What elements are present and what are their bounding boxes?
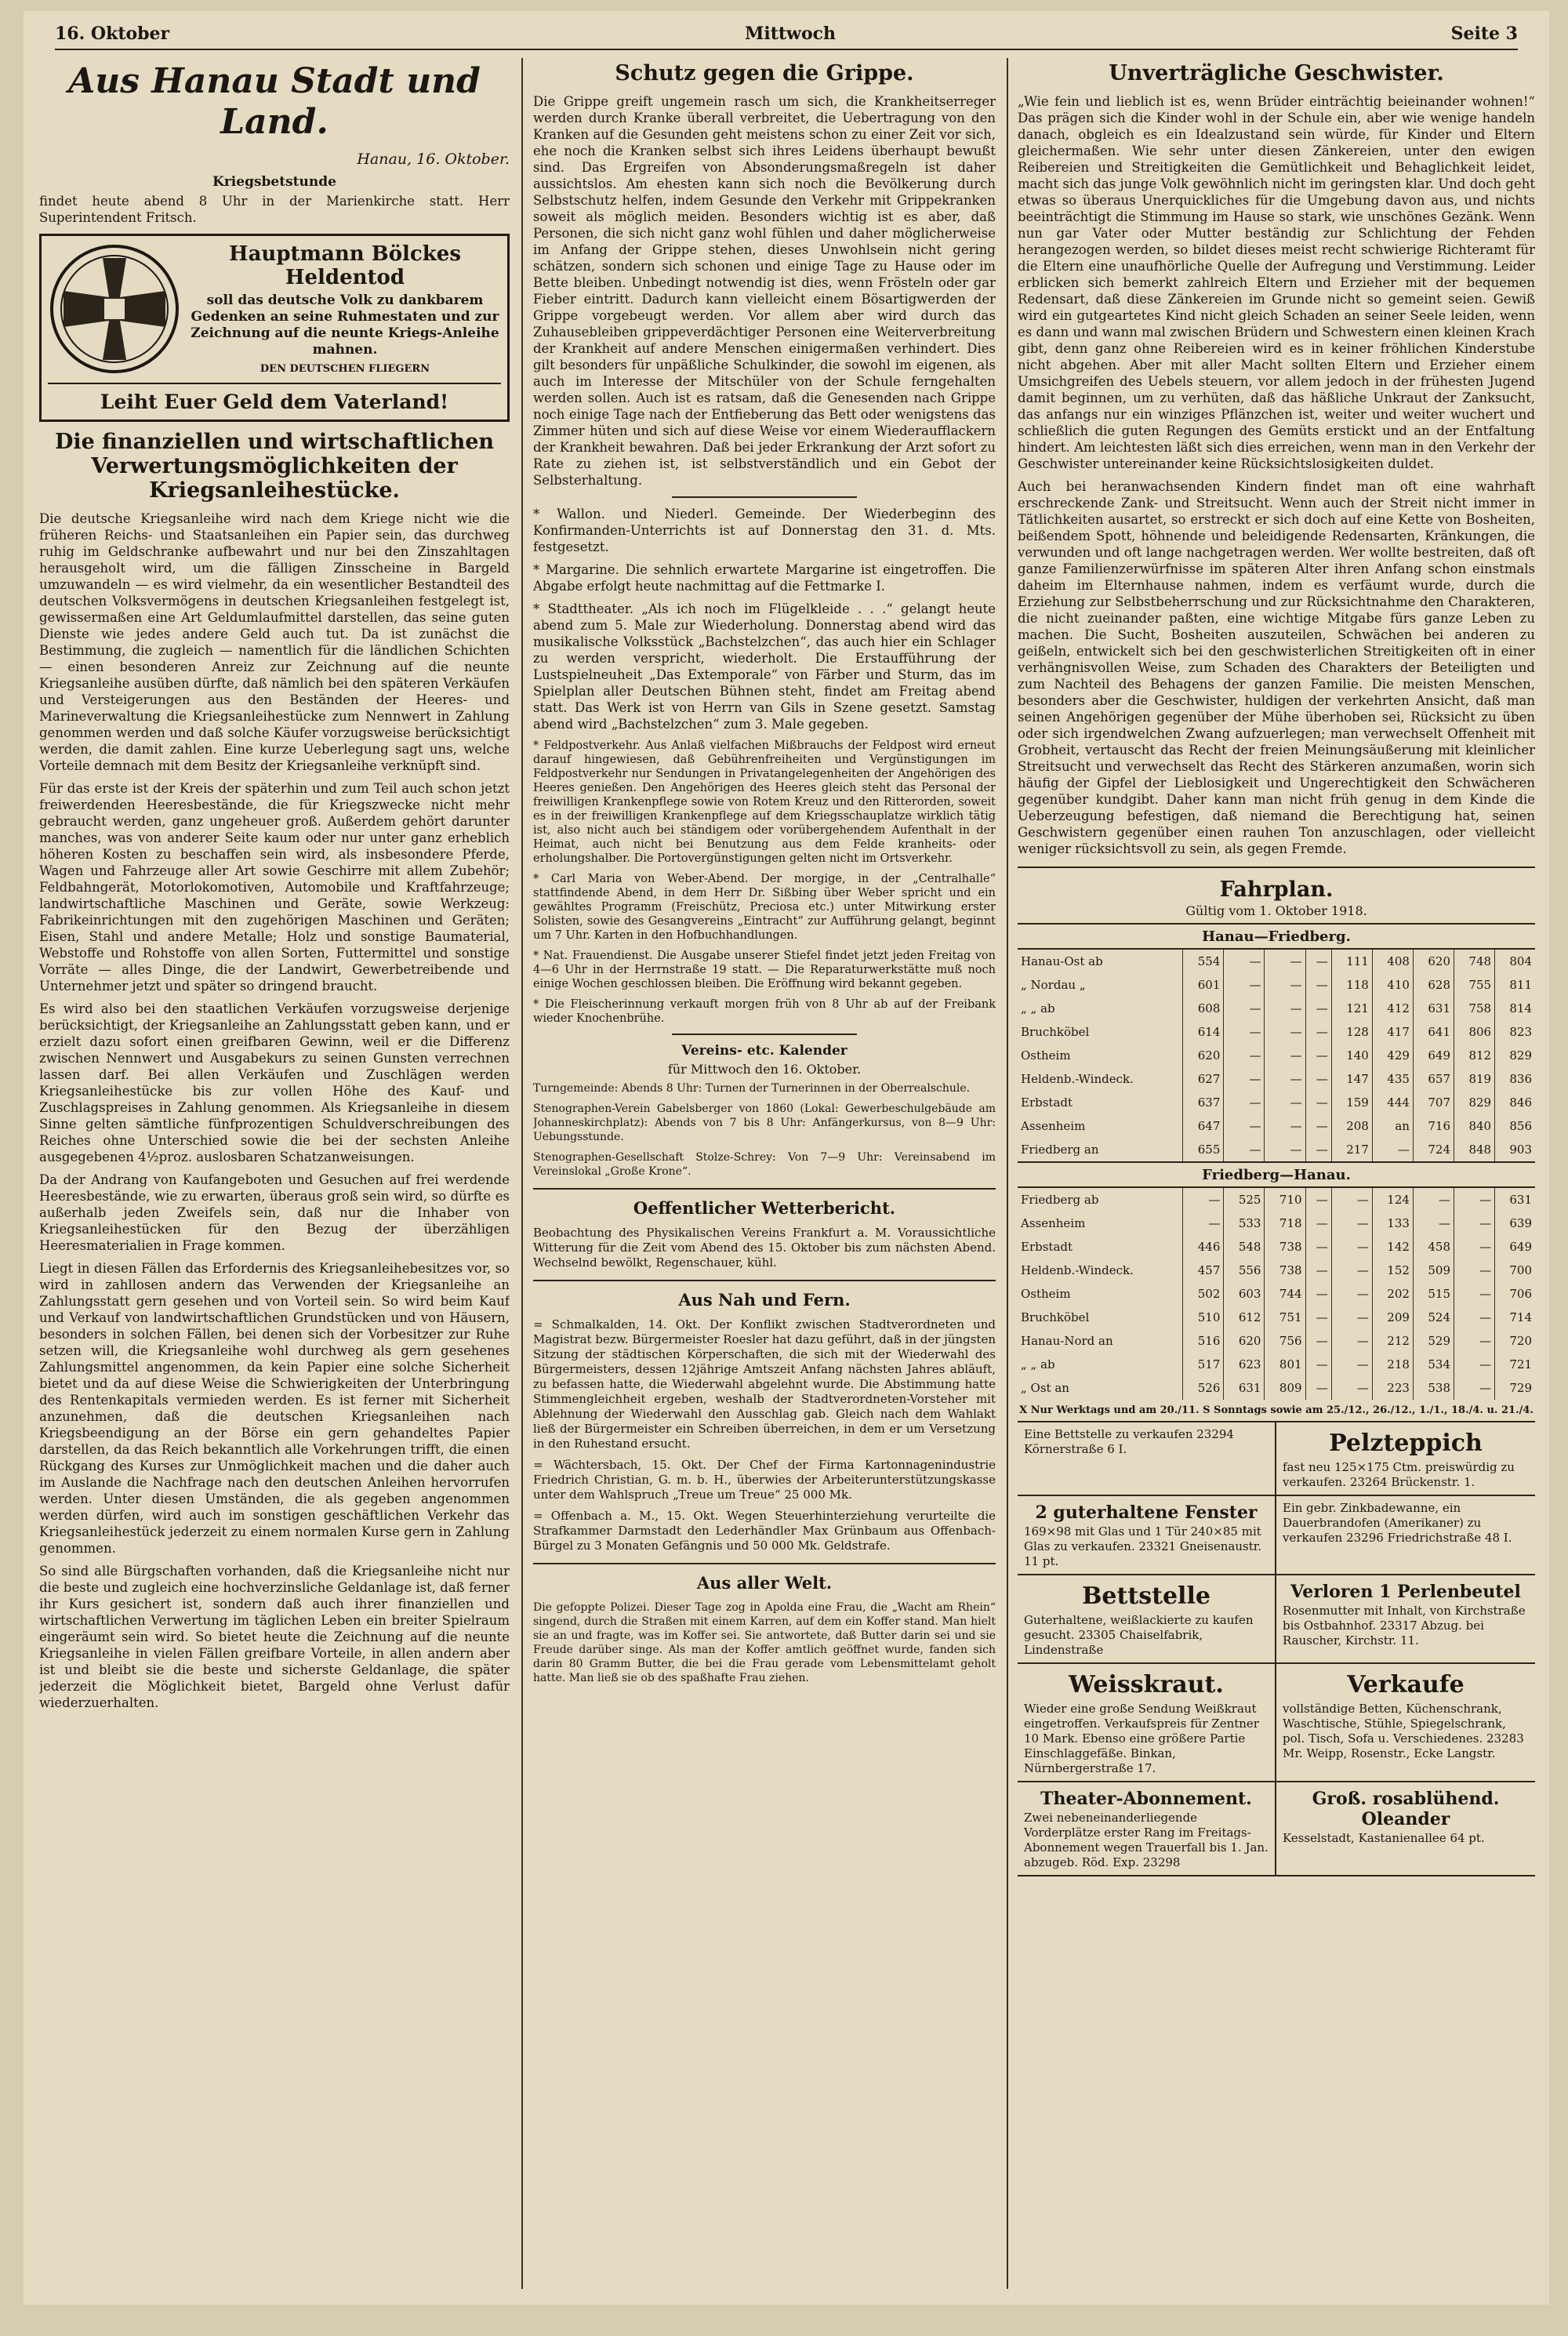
article-title-kriegsanleihe: Die finanziellen und wirtschaftlichen Verwertungsmöglichkeiten der Kriegsanleihestücke.	[54, 430, 495, 503]
advert-title: Hauptmann Bölckes Heldentod	[229, 242, 461, 289]
news-item: = Wächtersbach, 15. Okt. Der Chef der Firma Kartonnagenindustrie Friedrich Christian, G. m. b. H., überwies der Arbeiterunterstützungskasse unter dem Wahlspruch „Treue um Treue“ 25 000 Mk.	[533, 1458, 996, 1502]
ad-text: 169×98 mit Glas und 1 Tür 240×85 mit Glas zu verkaufen. 23321 Gneisenaustr. 11 pt.	[1024, 1524, 1262, 1568]
departure-time: 408	[1372, 949, 1413, 973]
departure-time: —	[1224, 1044, 1265, 1067]
departure-time: 147	[1331, 1067, 1372, 1091]
departure-time: 526	[1183, 1376, 1224, 1400]
departure-time: 121	[1331, 997, 1372, 1020]
kriegsbetstunde-text: findet heute abend 8 Uhr in der Marienkirche statt. Herr Superintendent Fritsch.	[39, 194, 510, 225]
timetable-row	[1018, 1306, 1535, 1329]
station-name: Heldenb.-Windeck.	[1021, 1263, 1134, 1277]
article-paragraph: Liegt in diesen Fällen das Erfordernis des Kriegsanleihebesitzes vor, so wird in zahllosen andern das Verwenden der Kriegsanleihe an Zahlungsstatt gern gesehen und von Vorteil sein. So wird beim Kauf und Verkauf von landwirtschaftlichen Grundstücken und von Häusern, besonders in solchen Fällen, bei denen sich der Vorbesitzer zur Ruhe setzen will, die Kriegsanleihe wohl durchweg als gern gesehenes Zahlungsmittel angenommen, da kein Papier eine solche Sicherheit bietet und da auf diese Weise die Schwierigkeiten der Unterbringung des Rentenkapitals vermieden werden. Es ist ferner mit Sicherheit anzunehmen, daß die deutschen Kriegsanleihen nach Kriegsbeendigung an der Börse ein gern gehandeltes Papier darstellen, da das Reich bekanntlich alle Vorkehrungen trifft, die einen Rückgang des Kurses zur Unmöglichkeit machen und die daher auch im Auslande die Nachfrage nach den deutschen Anleihen hervorrufen werden. Unter diesen Umständen, die als gegeben angenommen werden dürfen, wird auch im sonstigen geschäftlichen Verkehr das Kriegsanleihestück jederzeit zu einem normalen Kurse gern in Zahlung genommen.	[39, 1261, 510, 1556]
station-name: Heldenb.-Windeck.	[1021, 1072, 1134, 1086]
classified-ad	[1018, 1496, 1276, 1575]
timetable	[1018, 923, 1535, 1400]
war-loan-advert	[39, 234, 510, 422]
kriegsbetstunde-heading: Kriegsbetstunde	[212, 174, 336, 190]
ad-title: Bettstelle	[1082, 1582, 1210, 1610]
departure-time: 534	[1413, 1353, 1454, 1376]
local-note: * Nat. Frauendienst. Die Ausgabe unserer Stiefel findet jetzt jeden Freitag von 4—6 Uhr in der Herrnstraße 19 statt. — Die Reparaturwerkstätte muß noch einige Wochen geschlossen bleiben. Die Eröffnung wird bekannt gegeben.	[533, 950, 996, 990]
route-heading: Hanau—Friedberg.	[1018, 924, 1535, 949]
ad-text: Zwei nebeneinanderliegende Vorderplätze erster Rang im Freitags-Abonnement wegen Trauerfall bis 1. Jan. abzugeb. Röd. Exp. 23298	[1024, 1811, 1269, 1869]
ad-text: Eine Bettstelle zu verkaufen 23294 Körnerstraße 6 I.	[1024, 1427, 1234, 1456]
departure-time: 718	[1265, 1212, 1305, 1235]
header-page-number: Seite 3	[1450, 24, 1518, 44]
departure-time: 548	[1224, 1235, 1265, 1259]
departure-time: —	[1305, 1259, 1331, 1282]
station-name: Erbstadt	[1021, 1240, 1073, 1254]
departure-time: 707	[1413, 1091, 1454, 1114]
departure-time: 208	[1331, 1114, 1372, 1138]
departure-time: —	[1331, 1282, 1372, 1306]
header-weekday: Mittwoch	[745, 24, 837, 44]
departure-time: 846	[1495, 1091, 1535, 1114]
advert-slogan: Leiht Euer Geld dem Vaterland!	[48, 383, 501, 413]
departure-time: 458	[1413, 1235, 1454, 1259]
departure-time: —	[1265, 1067, 1305, 1091]
fahrplan-footnote: X Nur Werktags und am 20./11. S Sonntags sowie am 25./12., 26./12., 1./1., 18./4. u. 21./4.	[1019, 1404, 1534, 1416]
departure-time: 758	[1454, 997, 1495, 1020]
timetable-row	[1018, 1091, 1535, 1114]
fahrplan-validity: Gültig vom 1. Oktober 1918.	[1185, 903, 1367, 918]
departure-time: —	[1224, 973, 1265, 997]
divider	[533, 1188, 996, 1190]
departure-time: 212	[1372, 1329, 1413, 1353]
station-name: Hanau-Ost ab	[1021, 954, 1103, 968]
classified-ad	[1018, 1664, 1276, 1782]
ad-title: Weisskraut.	[1069, 1671, 1224, 1698]
station-name: Assenheim	[1021, 1216, 1086, 1230]
departure-time: —	[1331, 1212, 1372, 1235]
article-title-geschwister: Unverträgliche Geschwister.	[1109, 61, 1444, 85]
column-left	[39, 58, 510, 2289]
divider	[672, 496, 857, 498]
departure-time: 529	[1413, 1329, 1454, 1353]
departure-time: —	[1224, 949, 1265, 973]
departure-time: —	[1331, 1329, 1372, 1353]
article-paragraph: Auch bei heranwachsenden Kindern findet man oft eine wahrhaft erschreckende Zank- und Streitsucht. Wenn auch der Streit nicht immer in Tätlichkeiten ausartet, so erstreckt er sich doch auf eine Kette von Bosheiten, beißendem Spott, höhnende und beleidigende Redensarten, Kränkungen, die verwunden und oft lange nachgetragen werden. Wer wollte bestreiten, daß oft ganze Familienzerwürfnisse im späteren Alter ihren Anfang schon einstmals daheim im Elternhause nahmen, indem es verfäumt wurde, durch die Erziehung zur Selbstbeherrschung und zur Rücksichtnahme den Charakteren, die nicht zueinander paßten, eine wichtige Mitgabe fürs ganze Leben zu machen. Die Sucht, Bosheiten auszuteilen, Schwächen bei anderen zu geißeln, entwickelt sich bei den geschwisterlichen Streitigkeiten oft in einer verhängnisvollen Weise, zum Schaden des Charakters der Beteiligten und zum Nachteil des Behagens der ganzen Familie. Die meisten Menschen, besonders aber die Geschwister, huldigen der verkehrten Ansicht, daß man seinen Angehörigen gegenüber der Mühe überhoben sei, Rücksicht zu üben oder sich irgendwelchen Zwang aufzuerlegen; man verwechselt Offenheit mit Grobheit, vertauscht das Recht der freien Meinungsäußerung mit kleinlicher Streitsucht und verwechselt das Recht des Stärkeren anzumaßen, worin sich häufig der Gipfel der Lieblosigkeit und Ungerechtigkeit den Schwächeren gegenüber kundgibt. Daher kann man nicht früh genug in dem Kinde die Ueberzeugung befestigen, daß niemand die Berechtigung hat, seinen Geschwistern gegenüber einen rauhen Ton anzuschlagen, oder vielleicht weniger rücksichtsvoll zu sein, als gegen Fremde.	[1018, 479, 1535, 856]
departure-time: —	[1331, 1306, 1372, 1329]
station-name: Bruchköbel	[1021, 1025, 1090, 1039]
departure-time: 811	[1495, 973, 1535, 997]
header-date: 16. Oktober	[55, 24, 170, 44]
classified-ad	[1018, 1575, 1276, 1664]
nah-fern-title: Aus Nah und Fern.	[678, 1290, 851, 1310]
departure-time: 614	[1183, 1020, 1224, 1044]
local-note: * Stadttheater. „Als ich noch im Flügelkleide . . .“ gelangt heute abend zum 5. Male zur Wiederholung. Donnerstag abend wird das musikalische Volksstück „Bachstelzchen“, das auch hier ein Schlager zu werden verspricht, wiederholt. Die Erstaufführung der Lustspielneuheit „Das Extemporale“ von Färber und Sturm, das im Spielplan aller Deutschen Bühnen steht, findet am Freitag abend statt. Das Werk ist von Herrn van Gils in Szene gesetzt. Samstag abend wird „Bachstelzchen“ zum 3. Male gegeben.	[533, 601, 996, 732]
vereins-entry: Stenographen-Verein Gabelsberger von 1860 (Lokal: Gewerbeschulgebäude am Johanneskirchplatz): Abends von 7 bis 8 Uhr: Anfängerkursus, von 8—9 Uhr: Uebungsstunde.	[533, 1103, 996, 1143]
departure-time: —	[1265, 949, 1305, 973]
ad-title: Theater-Abonnement.	[1040, 1789, 1252, 1809]
station-name: Friedberg an	[1021, 1143, 1099, 1157]
timetable-row	[1018, 1353, 1535, 1376]
departure-time: —	[1305, 1212, 1331, 1235]
fahrplan-title: Fahrplan.	[1219, 877, 1334, 902]
departure-time: 429	[1372, 1044, 1413, 1067]
departure-time: —	[1305, 1138, 1331, 1162]
classified-ad	[1018, 1782, 1276, 1876]
departure-time: 159	[1331, 1091, 1372, 1114]
departure-time: 111	[1331, 949, 1372, 973]
advert-body: soll das deutsche Volk zu dankbarem Gedenken an seine Ruhmestaten und zur Zeichnung auf die neunte Kriegs-Anleihe mahnen.	[191, 292, 499, 358]
divider	[672, 1034, 857, 1035]
departure-time: 655	[1183, 1138, 1224, 1162]
departure-time: 649	[1413, 1044, 1454, 1067]
page-header	[55, 17, 1518, 50]
ad-title: Verloren 1 Perlenbeutel	[1290, 1582, 1521, 1602]
departure-time: 623	[1224, 1353, 1265, 1376]
timetable-row	[1018, 1114, 1535, 1138]
classified-ads	[1018, 1421, 1535, 1876]
classified-ad	[1276, 1496, 1535, 1575]
departure-time: 756	[1265, 1329, 1305, 1353]
column-right	[1018, 58, 1535, 2289]
departure-time: 417	[1372, 1020, 1413, 1044]
departure-time: 856	[1495, 1114, 1535, 1138]
departure-time: —	[1454, 1376, 1495, 1400]
article-paragraph: „Wie fein und lieblich ist es, wenn Brüder einträchtig beieinander wohnen!“ Das prägen sich die Kinder wohl in der Schule ein, aber wie wenige handeln danach, obgleich es ein Idealzustand sein würde, für Kinder und Eltern gleichermaßen. Wie sehr unter diesen Zänkereien, unter den ewigen Reibereien und Streitigkeiten die Gemütlichkeit und Behaglichkeit leidet, macht sich das junge Volk gewöhnlich nicht im geringsten klar. Und doch geht etwas so überaus Unerquickliches für die Umgebung davon aus, und nichts beeinträchtigt die Stimmung im Hause so stark, wie unschönes Gezänk. Wenn nun gar Vater oder Mutter beständig zur Schlichtung der Fehden herangezogen werden, so bildet dieses meist recht schwierige Richteramt für die Eltern eine unaufhörliche Quelle der Aufregung und Verstimmung. Leider erblicken sich bemerkt zahlreich Eltern und Erzieher mit der bequemen Redensart, daß diese Zänkereien im Grunde nicht so gemeint seien. Gewiß wird ein gutgeartetes Kind nicht gleich Schaden an seiner Seele leiden, wenn es dann und wann mal zwischen Brüdern und Schwestern einen kleinen Krach gibt, denn ganz ohne Reibereien wird es in keiner fröhlichen Kinderstube nicht abgehen. Aber mit aller Macht sollten Eltern und Erzieher einem Umsichgreifen des Uebels steuern, vor allem jedoch in der frühesten Jugend damit beginnen, um zu verhüten, daß das häßliche Unkraut der Zanksucht, das anfangs nur ein winziges Pflänzchen ist, weiter und weiter wuchert und schließlich die guten Regungen des Gemüts erstickt und an der Entfaltung hindert. Am leichtesten läßt sich dies erreichen, wenn man in den Verkehr der Geschwister untereinander keine Rücksichtslosigkeiten duldet.	[1018, 94, 1535, 471]
departure-time: 700	[1495, 1259, 1535, 1282]
departure-time: —	[1331, 1353, 1372, 1376]
station-name: Assenheim	[1021, 1119, 1086, 1133]
departure-time: —	[1305, 1020, 1331, 1044]
divider	[533, 1280, 996, 1281]
station-name: Ostheim	[1021, 1048, 1071, 1063]
article-paragraph: Da der Andrang von Kaufangeboten und Gesuchen auf frei werdende Heeresbestände, wie zu erwarten, überaus groß sein wird, so dürfte es außerhalb jeden Zweifels sein, daß nur die Inhaber von Kriegsanleihestücken für den Bezug der überzähligen Heeresmaterialien in Frage kommen.	[39, 1172, 510, 1253]
departure-time: —	[1305, 949, 1331, 973]
timetable-row	[1018, 1376, 1535, 1400]
departure-time: —	[1305, 1306, 1331, 1329]
departure-time: 631	[1413, 997, 1454, 1020]
timetable-row	[1018, 1020, 1535, 1044]
departure-time: 755	[1454, 973, 1495, 997]
departure-time: 612	[1224, 1306, 1265, 1329]
departure-time: 628	[1413, 973, 1454, 997]
departure-time: 608	[1183, 997, 1224, 1020]
departure-time: 133	[1372, 1212, 1413, 1235]
ad-text: fast neu 125×175 Ctm. preiswürdig zu verkaufen. 23264 Brückenstr. 1.	[1283, 1460, 1515, 1489]
timetable-section	[1018, 1187, 1535, 1400]
departure-time: 639	[1495, 1212, 1535, 1235]
departure-time: 620	[1183, 1044, 1224, 1067]
vereins-entry: Turngemeinde: Abends 8 Uhr: Turnen der Turnerinnen in der Oberrealschule.	[533, 1082, 971, 1095]
departure-time: —	[1305, 1067, 1331, 1091]
departure-time: 509	[1413, 1259, 1454, 1282]
departure-time: 738	[1265, 1259, 1305, 1282]
departure-time: —	[1454, 1282, 1495, 1306]
article-paragraph: Für das erste ist der Kreis der späterhin und zum Teil auch schon jetzt freiwerdenden Heeresbestände, die für Kriegszwecke nicht mehr gebraucht werden, ganz ungeheuer groß. Außerdem gehört darunter manches, was von anderer Seite kaum oder nur unter ganz erheblich höheren Kosten zu beschaffen sein wird, als insbesondere Pferde, Wagen und Fahrzeuge aller Art sowie Geschirre mit allem Zubehör; Feldbahngerät, Motorlokomotiven, Automobile und Kraftfahrzeuge; landwirtschaftliche Maschinen und Geräte, sowie Werkzeug: Fabrikeinrichtungen mit den zugehörigen Maschinen und Geräten; Eisen, Stahl und andere Metalle; Holz und sonstige Baumaterial, Webstoffe und Rohstoffe von allen Sorten, Futtermittel und sonstige Vorräte — alles Dinge, die der Landwirt, Gewerbetreibende und Unternehmer jetzt und später so dringend braucht.	[39, 781, 510, 994]
departure-time: 710	[1265, 1187, 1305, 1212]
wetterbericht-title: Oeffentlicher Wetterbericht.	[633, 1198, 896, 1218]
ad-title: Pelzteppich	[1329, 1430, 1483, 1457]
departure-time: —	[1305, 1376, 1331, 1400]
departure-time: 631	[1224, 1376, 1265, 1400]
article-paragraph: Die deutsche Kriegsanleihe wird nach dem Kriege nicht wie die früheren Reichs- und Staatsanleihen ein Papier sein, das durchweg ruhig im Geldschranke aufbewahrt und nur bei den Zinszahltagen herausgeholt wird, um die fälligen Zinsscheine in Bargeld umzuwandeln — es wird vielmehr, da ein wesentlicher Bestandteil des deutschen Volksvermögens in deutschen Kriegsanleihen festgelegt ist, gewissermaßen eine Art Geldumlaufmittel darstellen, das seine guten Dienste wie jedes andere Geld auch tut. Da ist zunächst die Bestimmung, die zugleich — namentlich für die ländlichen Schichten — einen besonderen Anreiz zur Zeichnung auf die neunte Kriegsanleihe ausüben dürfte, daß nämlich bei den späteren Verkäufen und Versteigerungen aus den Beständen der Heeres- und Marineverwaltung die Kriegsanleihestücke zum Nennwert in Zahlung genommen werden und daß solche Käufer vorzugsweise berücksichtigt werden, die damit zahlen. Eine kurze Ueberlegung sagt uns, welche Vorteile demnach mit dem Besitz der Kriegsanleihe verknüpft sind.	[39, 511, 510, 773]
timetable-row	[1018, 1329, 1535, 1353]
departure-time: —	[1305, 1282, 1331, 1306]
classified-ad	[1018, 1422, 1276, 1496]
dateline: Hanau, 16. Oktober.	[357, 151, 510, 168]
vereins-kalender-date: für Mittwoch den 16. Oktober.	[667, 1062, 862, 1077]
departure-time: 649	[1495, 1235, 1535, 1259]
advert-emblem-text: DEN DEUTSCHEN FLIEGERN	[260, 363, 430, 375]
timetable-section	[1018, 949, 1535, 1162]
local-note: * Carl Maria von Weber-Abend. Der morgige, in der „Centralhalle“ stattfindende Abend, in dem Herr Dr. Sißbing über Weber spricht und ein gewähltes Programm (Freischütz, Preciosa etc.) unter Mitwirkung erster Solisten, sowie des Gesangvereins „Eintracht“ zur Aufführung gelangt, beginnt um 7 Uhr. Karten in den Hofbuchhandlungen.	[533, 873, 996, 942]
timetable-row	[1018, 973, 1535, 997]
departure-time: 223	[1372, 1376, 1413, 1400]
departure-time: 140	[1331, 1044, 1372, 1067]
station-name: Erbstadt	[1021, 1095, 1073, 1110]
departure-time: 412	[1372, 997, 1413, 1020]
station-name: „ „ ab	[1021, 1357, 1055, 1371]
departure-time: 627	[1183, 1067, 1224, 1091]
departure-time: 829	[1454, 1091, 1495, 1114]
departure-time: 517	[1183, 1353, 1224, 1376]
timetable-row	[1018, 1138, 1535, 1162]
column-divider	[521, 58, 523, 2289]
departure-time: 510	[1183, 1306, 1224, 1329]
departure-time: 836	[1495, 1067, 1535, 1091]
timetable-row	[1018, 1067, 1535, 1091]
departure-time: 142	[1372, 1235, 1413, 1259]
news-item: Die gefoppte Polizei. Dieser Tage zog in Apolda eine Frau, die „Wacht am Rhein“ singend, durch die Straßen mit einem Karren, auf dem ein Koffer stand. Man hielt sie an und fragte, was im Koffer sei. Sie antwortete, daß Butter darin sei und sie Freude darüber singe. Als man der Koffer amtlich geöffnet wurde, fanden sich darin 80 Gramm Butter, die bei die Frau gerade vom Lebensmittelamt geholt hatte. Man ließ sie ob des spaßhafte Frau ziehen.	[533, 1601, 996, 1684]
departure-time: 721	[1495, 1353, 1535, 1376]
local-note: * Die Fleischerinnung verkauft morgen früh von 8 Uhr ab auf der Freibank wieder Knochenbrühe.	[533, 998, 996, 1025]
departure-time: —	[1265, 1138, 1305, 1162]
iron-cross-icon	[48, 242, 181, 376]
timetable-row	[1018, 949, 1535, 973]
departure-time: 801	[1265, 1353, 1305, 1376]
wetterbericht-text: Beobachtung des Physikalischen Vereins Frankfurt a. M. Voraussichtliche Witterung für die Zeit vom Abend des 15. Oktober bis zum nächsten Abend. Wechselnd bewölkt, Regenschauer, kühl.	[533, 1226, 996, 1270]
departure-time: 218	[1372, 1353, 1413, 1376]
departure-time: 714	[1495, 1306, 1535, 1329]
departure-time: 748	[1454, 949, 1495, 973]
departure-time: 202	[1372, 1282, 1413, 1306]
departure-time: 823	[1495, 1020, 1535, 1044]
departure-time: —	[1331, 1187, 1372, 1212]
news-item: = Schmalkalden, 14. Okt. Der Konflikt zwischen Stadtverordneten und Magistrat bezw. Bürgermeister Roesler hat dazu geführt, daß in der jüngsten Sitzung der städtischen Körperschaften, die sich mit der Wiederwahl des Bürgermeisters, dessen 12jährige Amtszeit Anfang nächsten Jahres abläuft, zu befassen hatte, die Wiederwahl abgelehnt wurde. Die Abstimmung hatte Stimmengleichheit ergeben, weshalb der Stadtverordneten-Vorsteher mit Ablehnung der Wiederwahl den Ausschlag gab. Gleich nach dem Wahlakt ließ der Bürgermeister ein Schreiben überreichen, in dem er um Versetzung in den Ruhestand ersucht.	[533, 1317, 996, 1451]
departure-time: —	[1265, 1020, 1305, 1044]
ad-text: Kesselstadt, Kastanienallee 64 pt.	[1283, 1831, 1485, 1845]
departure-time: 819	[1454, 1067, 1495, 1091]
departure-time: 502	[1183, 1282, 1224, 1306]
departure-time: —	[1224, 1138, 1265, 1162]
departure-time: 903	[1495, 1138, 1535, 1162]
timetable-row	[1018, 1187, 1535, 1212]
departure-time: 738	[1265, 1235, 1305, 1259]
departure-time: —	[1454, 1235, 1495, 1259]
departure-time: —	[1183, 1212, 1224, 1235]
departure-time: 118	[1331, 973, 1372, 997]
departure-time: —	[1265, 997, 1305, 1020]
ad-text: Ein gebr. Zinkbadewanne, ein Dauerbrandofen (Amerikaner) zu verkaufen 23296 Friedrichstraße 48 I.	[1283, 1501, 1512, 1545]
departure-time: 516	[1183, 1329, 1224, 1353]
ad-text: vollständige Betten, Küchenschrank, Waschtische, Stühle, Spiegelschrank, pol. Tisch, Sofa u. Verschiedenes. 23283 Mr. Weipp, Rosenstr., Ecke Langstr.	[1283, 1702, 1524, 1760]
departure-time: 533	[1224, 1212, 1265, 1235]
timetable-row	[1018, 1212, 1535, 1235]
departure-time: —	[1454, 1212, 1495, 1235]
departure-time: 641	[1413, 1020, 1454, 1044]
departure-time: 647	[1183, 1114, 1224, 1138]
departure-time: 814	[1495, 997, 1535, 1020]
departure-time: 538	[1413, 1376, 1454, 1400]
departure-time: —	[1305, 1044, 1331, 1067]
departure-time: 152	[1372, 1259, 1413, 1282]
article-paragraph: Es wird also bei den staatlichen Verkäufen vorzugsweise derjenige berücksichtigt, der Kriegsanleihe an Zahlungsstatt geben kann, und er erzielt dazu sofort einen greifbaren Gewinn, weil er die Differenz zwischen Nennwert und Ausgabekurs zu seinen Gunsten verrechnen lassen darf. Bei allen Verkäufen und Zuschlägen werden Kriegsanleihestücke bis zur vollen Höhe des Kauf- und Zuschlagspreises in Zahlung genommen. Als Kriegsanleihe in diesem Sinne gelten sämtliche fünfprozentigen Schuldverschreibungen des Reiches ohne Unterschied sowie die bei der sechsten Anleihe ausgegebenen 4½proz. auslosbaren Schatzanweisungen.	[39, 1001, 510, 1164]
departure-time: 515	[1413, 1282, 1454, 1306]
departure-time: —	[1305, 1091, 1331, 1114]
departure-time: —	[1183, 1187, 1224, 1212]
station-name: „ Nordau „	[1021, 978, 1086, 992]
departure-time: —	[1224, 1020, 1265, 1044]
departure-time: —	[1454, 1306, 1495, 1329]
departure-time: 848	[1454, 1138, 1495, 1162]
column-middle	[533, 58, 996, 2289]
departure-time: —	[1265, 973, 1305, 997]
departure-time: —	[1454, 1259, 1495, 1282]
departure-time: an	[1372, 1114, 1413, 1138]
departure-time: —	[1454, 1353, 1495, 1376]
station-name: Friedberg ab	[1021, 1193, 1099, 1207]
departure-time: 525	[1224, 1187, 1265, 1212]
timetable-row	[1018, 1259, 1535, 1282]
departure-time: 706	[1495, 1282, 1535, 1306]
departure-time: —	[1305, 1329, 1331, 1353]
departure-time: 804	[1495, 949, 1535, 973]
timetable-row	[1018, 1044, 1535, 1067]
section-title-hanau: Aus Hanau Stadt und Land.	[68, 61, 481, 142]
column-divider	[1007, 58, 1008, 2289]
departure-time: 620	[1224, 1329, 1265, 1353]
classified-ad	[1276, 1782, 1535, 1876]
local-note: * Margarine. Die sehnlich erwartete Margarine ist eingetroffen. Die Abgabe erfolgt heute nachmittag auf die Fettmarke I.	[533, 562, 996, 594]
departure-time: —	[1305, 997, 1331, 1020]
departure-time: 457	[1183, 1259, 1224, 1282]
station-name: „ „ ab	[1021, 1001, 1055, 1015]
departure-time: —	[1372, 1138, 1413, 1162]
departure-time: 657	[1413, 1067, 1454, 1091]
departure-time: —	[1224, 1067, 1265, 1091]
station-name: Bruchköbel	[1021, 1310, 1090, 1324]
ad-text: Guterhaltene, weißlackierte zu kaufen gesucht. 23305 Chaiselfabrik, Lindenstraße	[1024, 1613, 1254, 1657]
departure-time: —	[1224, 1091, 1265, 1114]
departure-time: —	[1305, 1114, 1331, 1138]
vereins-entry: Stenographen-Gesellschaft Stolze-Schrey: Von 7—9 Uhr: Vereinsabend im Vereinslokal „Große Krone“.	[533, 1151, 996, 1178]
departure-time: 128	[1331, 1020, 1372, 1044]
departure-time: —	[1224, 997, 1265, 1020]
departure-time: 631	[1495, 1187, 1535, 1212]
ad-text: Wieder eine große Sendung Weißkraut eingetroffen. Verkaufspreis für Zentner 10 Mark. Ebenso eine größere Partie Einschlaggefäße. Binkan, Nürnbergerstraße 17.	[1024, 1702, 1259, 1775]
station-name: „ Ost an	[1021, 1381, 1069, 1395]
departure-time: 435	[1372, 1067, 1413, 1091]
departure-time: 124	[1372, 1187, 1413, 1212]
departure-time: 217	[1331, 1138, 1372, 1162]
departure-time: —	[1305, 1187, 1331, 1212]
departure-time: —	[1265, 1044, 1305, 1067]
departure-time: 209	[1372, 1306, 1413, 1329]
divider	[1018, 866, 1535, 868]
departure-time: —	[1305, 1353, 1331, 1376]
departure-time: 716	[1413, 1114, 1454, 1138]
departure-time: 751	[1265, 1306, 1305, 1329]
classified-ad	[1276, 1575, 1535, 1664]
route-heading: Friedberg—Hanau.	[1018, 1162, 1535, 1187]
departure-time: —	[1224, 1114, 1265, 1138]
departure-time: 601	[1183, 973, 1224, 997]
departure-time: —	[1265, 1114, 1305, 1138]
divider	[533, 1563, 996, 1564]
departure-time: 809	[1265, 1376, 1305, 1400]
departure-time: 829	[1495, 1044, 1535, 1067]
ad-title: Groß. rosablühend. Oleander	[1312, 1789, 1500, 1829]
departure-time: 603	[1224, 1282, 1265, 1306]
vereins-kalender-title: Vereins- etc. Kalender	[681, 1043, 848, 1059]
station-name: Ostheim	[1021, 1287, 1071, 1301]
departure-time: 620	[1413, 949, 1454, 973]
departure-time: —	[1265, 1091, 1305, 1114]
classified-ad	[1276, 1422, 1535, 1496]
article-title-grippe: Schutz gegen die Grippe.	[615, 61, 914, 85]
station-name: Hanau-Nord an	[1021, 1334, 1113, 1348]
departure-time: 554	[1183, 949, 1224, 973]
departure-time: 744	[1265, 1282, 1305, 1306]
departure-time: 524	[1413, 1306, 1454, 1329]
departure-time: —	[1454, 1187, 1495, 1212]
timetable-row	[1018, 997, 1535, 1020]
departure-time: —	[1305, 1235, 1331, 1259]
departure-time: 410	[1372, 973, 1413, 997]
departure-time: 840	[1454, 1114, 1495, 1138]
departure-time: —	[1331, 1235, 1372, 1259]
local-note: * Feldpostverkehr. Aus Anlaß vielfachen Mißbrauchs der Feldpost wird erneut darauf hingewiesen, daß Gebührenfreiheiten und Vergünstigungen im Feldpostverkehr nur Sendungen in Privatangelegenheiten der Angehörigen des Heeres genießen. Den Angehörigen des Heeres gleich steht das Personal der freiwilligen Krankenpflege sowie von Rotem Kreuz und den Ritterorden, soweit es in der freiwilligen Krankenpflege auf dem Kriegsschauplatze wirklich tätig ist, also nicht auch bei ständigem oder vorübergehendem Aufenthalt in der Heimat, auch nicht bei Benutzung aus dem Felde kranheits- oder erholungshalber. Die Portovergünstigungen gelten nicht im Ortsverkehr.	[533, 739, 996, 865]
ad-text: Rosenmutter mit Inhalt, von Kirchstraße bis Ostbahnhof. 23317 Abzug. bei Rauscher, Kirchstr. 11.	[1283, 1604, 1526, 1648]
departure-time: 729	[1495, 1376, 1535, 1400]
classified-ad	[1276, 1664, 1535, 1782]
article-paragraph: Die Grippe greift ungemein rasch um sich, die Krankheitserreger werden durch Kranke überall verbreitet, die Uebertragung von den Kranken auf die Gesunden geht meistens schon zu einer Zeit vor sich, ehe noch die Kranken selbst sich ihres Leidens überhaupt bewußt sind. Das Ergreifen von Absonderungsmaßregeln ist daher aussichtslos. Am ehesten kann sich noch die Bevölkerung durch Selbstschutz helfen, indem Gesunde den Verkehr mit Grippekranken soweit als möglich meiden. Besonders wichtig ist es aber, daß Personen, die sich nicht ganz wohl fühlen und daher möglicherweise im Anfang der Grippe stehen, dieses Unwohlsein nicht gering schätzen, sondern sich schonen und einige Tage zu Hause oder im Bette bleiben. Unbedingt notwendig ist dies, wenn Frösteln oder gar Fieber eintritt. Dadurch kann vielleicht einem Bösartigwerden der Grippe vorgebeugt werden. Vor allem aber wird durch das Zuhausebleiben grippeverdächtiger Personen eine Weiterverbreitung der Krankheit auf andere Menschen einigermaßen verhindert. Dies gilt besonders für unpäßliche Schulkinder, die sowohl im eigenen, als auch im Interesse der Mitschüler von der Schule ferngehalten werden sollen. Auch ist es ratsam, daß die Genesenden nach Grippe noch einige Tage nach der Entfieberung das Bett oder wenigstens das Zimmer hüten und sich auf diese Weise vor einem Wiederaufflackern der Krankheit bewahren. Daß bei jeder Erkrankung der Arzt sofort zu Rate zu ziehen ist, ist selbstverständlich und ein Gebot der Selbsterhaltung.	[533, 94, 996, 488]
departure-time: 812	[1454, 1044, 1495, 1067]
departure-time: 446	[1183, 1235, 1224, 1259]
newspaper-page	[24, 11, 1549, 2305]
aller-welt-title: Aus aller Welt.	[696, 1573, 833, 1593]
departure-time: —	[1413, 1187, 1454, 1212]
departure-time: 806	[1454, 1020, 1495, 1044]
departure-time: 720	[1495, 1329, 1535, 1353]
ad-title: Verkaufe	[1347, 1671, 1465, 1698]
article-paragraph: So sind alle Bürgschaften vorhanden, daß die Kriegsanleihe nicht nur die beste und zugleich eine hochverzinsliche Geldanlage ist, daß ferner ihr Kurs gesichert ist, sondern daß auch ihrer finanziellen und wirtschaftlichen Verwertung im täglichen Leben ein breiter Spielraum eingeräumt sein wird. So bietet heute die Zeichnung auf die neunte Kriegsanleihe in vielen Fällen greifbare Vorteile, in allen andern aber ist und bleibt sie die beste und sicherste Geldanlage, die später jederzeit die Möglichkeit bietet, Bargeld ohne Verlust dafür wiederzuerhalten.	[39, 1564, 510, 1710]
timetable-row	[1018, 1235, 1535, 1259]
departure-time: —	[1331, 1259, 1372, 1282]
departure-time: —	[1331, 1376, 1372, 1400]
departure-time: 444	[1372, 1091, 1413, 1114]
departure-time: —	[1305, 973, 1331, 997]
departure-time: 724	[1413, 1138, 1454, 1162]
departure-time: 637	[1183, 1091, 1224, 1114]
local-note: * Wallon. und Niederl. Gemeinde. Der Wiederbeginn des Konfirmanden-Unterrichts ist auf Donnerstag den 31. d. Mts. festgesetzt.	[533, 507, 996, 554]
ad-title: 2 guterhaltene Fenster	[1035, 1502, 1258, 1523]
departure-time: —	[1454, 1329, 1495, 1353]
news-item: = Offenbach a. M., 15. Okt. Wegen Steuerhinterziehung verurteilte die Strafkammer Darmstadt den Lederhändler Max Grünbaum aus Offenbach-Bürgel zu 3 Monaten Gefängnis und 50 000 Mk. Geldstrafe.	[533, 1509, 996, 1553]
departure-time: 556	[1224, 1259, 1265, 1282]
timetable-row	[1018, 1282, 1535, 1306]
departure-time: —	[1413, 1212, 1454, 1235]
